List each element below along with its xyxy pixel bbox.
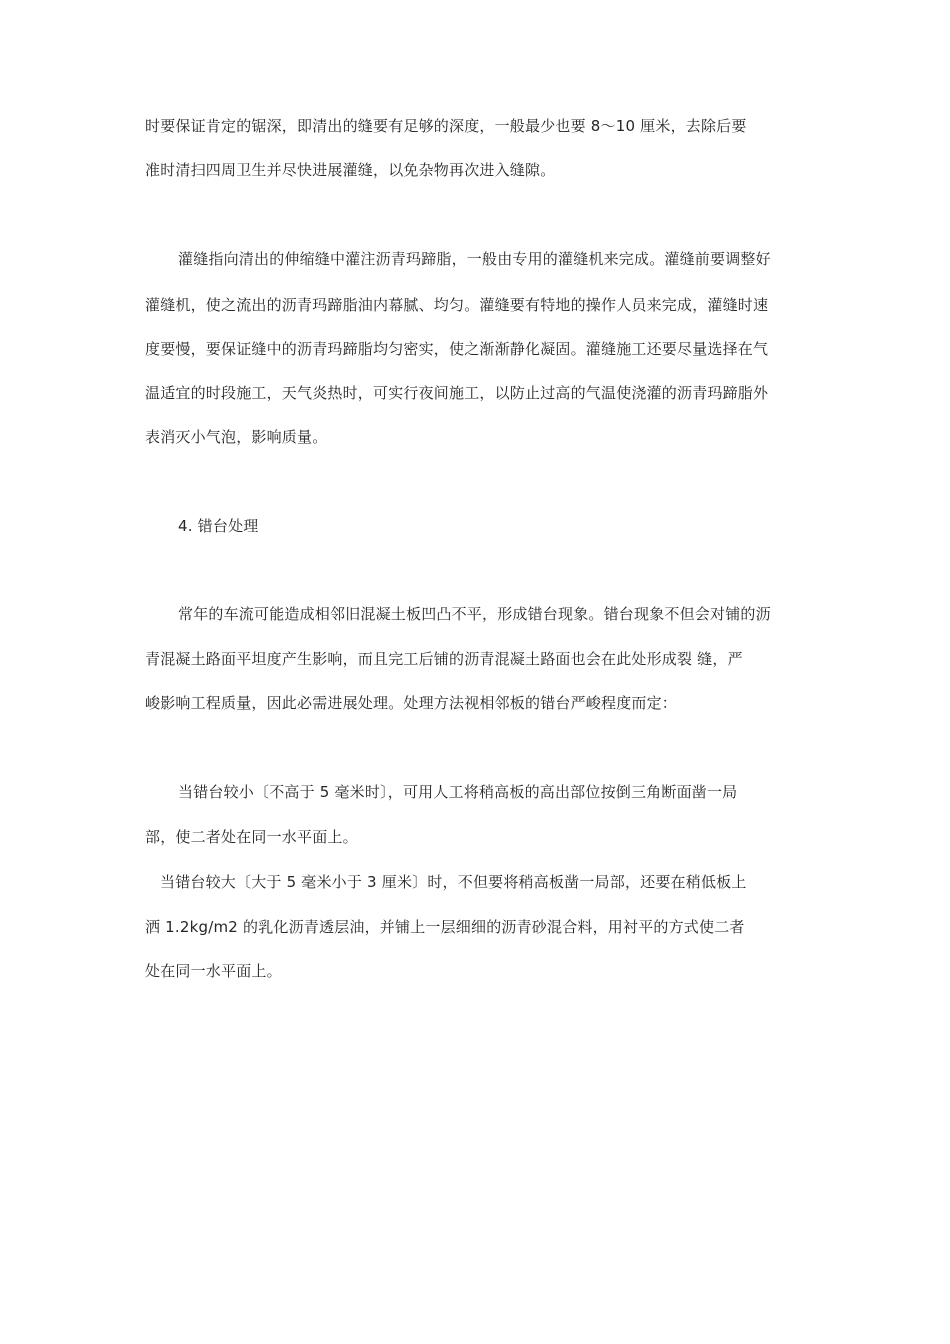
paragraph-line: 当错台较小〔不高于 5 毫米时〕，可用人工将稍高板的高出部位按倒三角断面凿一局 bbox=[178, 783, 738, 801]
paragraph-line: 部，使二者处在同一水平面上。 bbox=[145, 828, 358, 846]
paragraph-line: 洒 1.2kg/m2 的乳化沥青透层油，并铺上一层细细的沥青砂混合料，用衬平的方式使二者 bbox=[145, 918, 745, 936]
paragraph-line: 度要慢，要保证缝中的沥青玛蹄脂均匀密实，使之渐渐静化凝固。灌缝施工还要尽量选择在气 bbox=[145, 340, 769, 358]
paragraph-line: 灌缝机，使之流出的沥青玛蹄脂油内幕腻、均匀。灌缝要有特地的操作人员来完成，灌缝时速 bbox=[145, 296, 769, 314]
paragraph-line: 灌缝指向清出的伸缩缝中灌注沥青玛蹄脂，一般由专用的灌缝机来完成。灌缝前要调整好 bbox=[178, 250, 771, 268]
paragraph-line: 峻影响工程质量，因此必需进展处理。处理方法视相邻板的错台严峻程度而定： bbox=[145, 694, 678, 712]
paragraph-line: 温适宜的时段施工，天气炎热时，可实行夜间施工，以防止过高的气温使浇灌的沥青玛蹄脂外 bbox=[145, 384, 769, 402]
paragraph-line: 常年的车流可能造成相邻旧混凝土板凹凸不平，形成错台现象。错台现象不但会对铺的沥 bbox=[178, 605, 771, 623]
paragraph-line: 表消灭小气泡，影响质量。 bbox=[145, 428, 328, 446]
paragraph-line: 青混凝土路面平坦度产生影响，而且完工后铺的沥青混凝土路面也会在此处形成裂 缝，严 bbox=[145, 650, 743, 668]
paragraph-line: 时要保证肯定的锯深，即清出的缝要有足够的深度，一般最少也要 8～10 厘米，去除后要 bbox=[145, 117, 747, 135]
section-heading: 4. 错台处理 bbox=[178, 517, 259, 535]
paragraph-line: 处在同一水平面上。 bbox=[145, 962, 282, 980]
paragraph-line: 准时清扫四周卫生并尽快进展灌缝，以免杂物再次进入缝隙。 bbox=[145, 161, 556, 179]
paragraph-line: 当错台较大〔大于 5 毫米小于 3 厘米〕时，不但要将稍高板凿一局部，还要在稍低板上 bbox=[160, 873, 747, 891]
